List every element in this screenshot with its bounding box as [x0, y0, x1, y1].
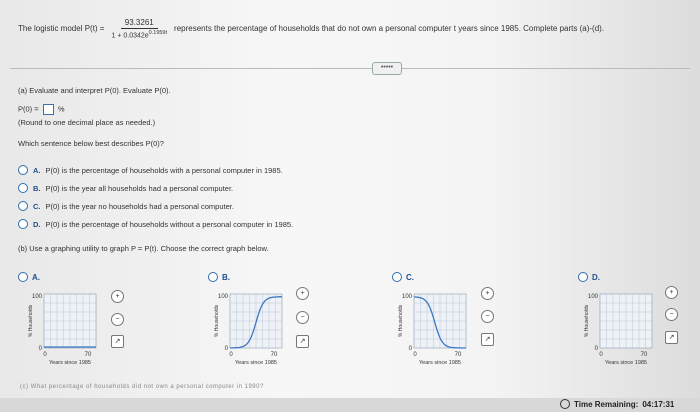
round-note: (Round to one decimal place as needed.) — [18, 118, 156, 127]
graph-c — [394, 288, 476, 370]
part-a-title: (a) Evaluate and interpret P(0). Evaluate P(0). — [18, 86, 171, 95]
expand-icon[interactable]: ↗ — [481, 333, 494, 346]
x-tick-min: 0 — [43, 352, 47, 358]
x-tick-min: 0 — [229, 352, 233, 358]
zoom-out-icon[interactable]: − — [665, 308, 678, 321]
y-axis-label: % Households — [584, 304, 590, 338]
option-b[interactable]: B. P(0) is the year all households had a personal computer. — [18, 183, 233, 193]
p0-input-row: P(0) = % — [18, 104, 65, 114]
y-tick-min: 0 — [594, 346, 598, 352]
option-a[interactable]: A. P(0) is the percentage of households with a personal computer in 1985. — [18, 165, 283, 175]
graph-svg — [24, 288, 106, 370]
y-axis-label: % Households — [28, 304, 34, 338]
graph-option-b[interactable]: B. — [208, 272, 230, 282]
header-suffix: represents the percentage of households that do not own a personal computer t years since 1985. Complete parts (a)-(d). — [174, 24, 605, 34]
y-axis-label: % Households — [214, 304, 220, 338]
y-tick-min: 0 — [38, 346, 42, 352]
y-axis-label: % Households — [398, 304, 404, 338]
zoom-in-icon[interactable]: + — [665, 286, 678, 299]
header-prefix: The logistic model P(t) = — [18, 24, 105, 34]
graph-svg — [580, 288, 662, 370]
zoom-out-icon[interactable]: − — [481, 310, 494, 323]
x-tick-max: 70 — [84, 352, 92, 358]
time-remaining: Time Remaining: 04:17:31 — [560, 399, 674, 409]
y-tick-min: 0 — [408, 346, 412, 352]
expand-icon[interactable]: ↗ — [111, 335, 124, 348]
clock-icon — [560, 399, 570, 409]
problem-statement — [18, 18, 680, 39]
interpret-question: Which sentence below best describes P(0)? — [18, 139, 164, 148]
graph-radio-a[interactable] — [18, 272, 28, 282]
expand-icon[interactable]: ↗ — [296, 335, 309, 348]
graph-d — [580, 288, 662, 370]
x-tick-max: 70 — [270, 352, 278, 358]
graph-svg — [394, 288, 476, 370]
model-fraction — [111, 18, 167, 39]
x-tick-max: 70 — [640, 352, 648, 358]
expand-pill-button[interactable]: ••••• — [372, 62, 402, 75]
p0-answer-input[interactable] — [43, 104, 54, 115]
graph-option-d[interactable]: D. — [578, 272, 600, 282]
x-axis-label: Years since 1985 — [235, 360, 277, 366]
graph-radio-b[interactable] — [208, 272, 218, 282]
fraction-denominator: $1 + 0.0342e^{0.1959t}$ — [111, 30, 168, 40]
expand-icon[interactable]: ↗ — [665, 331, 678, 344]
graph-svg — [210, 288, 292, 370]
zoom-in-icon[interactable]: + — [111, 290, 124, 303]
zoom-out-icon[interactable]: − — [296, 311, 309, 324]
radio-c[interactable] — [18, 201, 28, 211]
divider — [10, 68, 690, 69]
x-axis-label: Years since 1985 — [605, 360, 647, 366]
x-tick-min: 0 — [599, 352, 603, 358]
y-tick-max: 100 — [401, 294, 412, 300]
radio-b[interactable] — [18, 183, 28, 193]
radio-d[interactable] — [18, 219, 28, 229]
part-c-title: (c) What percentage of households did not own a personal computer in 1990? — [20, 384, 264, 390]
graph-option-c[interactable]: C. — [392, 272, 414, 282]
part-b-title: (b) Use a graphing utility to graph P = P(t). Choose the correct graph below. — [18, 244, 269, 253]
option-d[interactable]: D. P(0) is the percentage of households without a personal computer in 1985. — [18, 219, 293, 229]
x-tick-min: 0 — [413, 352, 417, 358]
radio-a[interactable] — [18, 165, 28, 175]
graph-radio-c[interactable] — [392, 272, 402, 282]
x-axis-label: Years since 1985 — [49, 360, 91, 366]
zoom-in-icon[interactable]: + — [296, 287, 309, 300]
y-tick-min: 0 — [224, 346, 228, 352]
option-c[interactable]: C. P(0) is the year no households had a personal computer. — [18, 201, 234, 211]
y-tick-max: 100 — [217, 294, 228, 300]
graph-option-a[interactable]: A. — [18, 272, 40, 282]
y-tick-max: 100 — [31, 294, 42, 300]
zoom-out-icon[interactable]: − — [111, 313, 124, 326]
x-tick-max: 70 — [454, 352, 462, 358]
graph-a — [24, 288, 106, 370]
graph-b — [210, 288, 292, 370]
graph-radio-d[interactable] — [578, 272, 588, 282]
fraction-numerator: 93.3261 — [121, 18, 158, 29]
y-tick-max: 100 — [587, 294, 598, 300]
x-axis-label: Years since 1985 — [419, 360, 461, 366]
zoom-in-icon[interactable]: + — [481, 287, 494, 300]
